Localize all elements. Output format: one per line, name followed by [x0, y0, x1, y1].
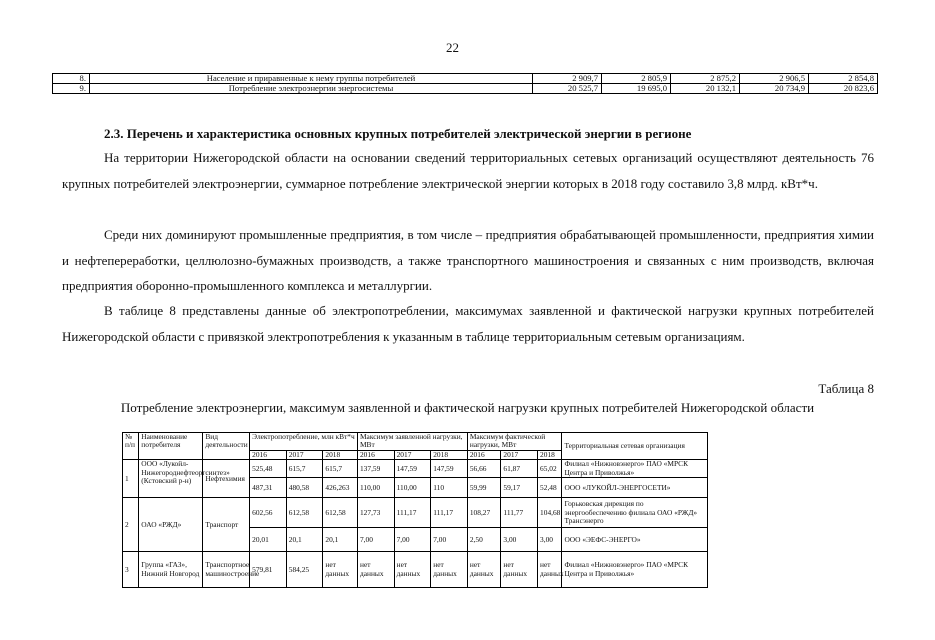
row-index: 9. [53, 84, 90, 94]
cell-value: 615,7 [323, 460, 358, 478]
summary-table [52, 73, 878, 94]
row-num: 1 [123, 460, 139, 498]
cell-value: 612,58 [323, 498, 358, 528]
header-consumption: Электропотребление, млн кВт*ч [250, 433, 358, 451]
cell-value: 584,25 [286, 552, 323, 588]
cell-value: 65,02 [538, 460, 562, 478]
tso-name: Филиал «Нижновэнерго» ПАО «МРСК Центра и Приволжья» [562, 460, 708, 478]
header-tso: Территориальная сетевая организация [562, 433, 708, 460]
header-year: 2017 [501, 450, 538, 459]
row-index: 8. [53, 74, 90, 84]
cell-value: 615,7 [286, 460, 323, 478]
table-header-row [123, 433, 708, 451]
cell-value: нет данных [394, 552, 431, 588]
table-row [123, 498, 708, 528]
cell-value: 525,48 [250, 460, 287, 478]
header-year: 2016 [357, 450, 394, 459]
cell-value: 20 734,9 [740, 84, 809, 94]
consumer-name: ООО «Лукойл-Нижегороднефтеоргсинтез» (Кстовский р-н) [139, 460, 203, 498]
page-number: 22 [446, 40, 459, 55]
header-activity: Вид деятельности [203, 433, 250, 460]
cell-value: 61,87 [501, 460, 538, 478]
consumer-name: ОАО «РЖД» [139, 498, 203, 552]
header-declared-load: Максимум заявленной нагрузки, МВт [357, 433, 467, 451]
cell-value: 104,68 [538, 498, 562, 528]
cell-value: 2 906,5 [740, 74, 809, 84]
table-row [123, 460, 708, 478]
cell-value: нет данных [323, 552, 358, 588]
row-name: Потребление электроэнергии энергосистемы [90, 84, 533, 94]
cell-value: 59,99 [467, 478, 501, 498]
cell-value: нет данных [538, 552, 562, 588]
paragraph: Среди них доминируют промышленные предприятия, в том числе – предприятия обрабатывающей промышленности, предприятия химии и нефтепереработки, целлюлозно-бумажных производств, а также транспортного машиностроения и связанных с ним производств, включая предприятия оборонно-промышленного комплекса и металлургии. [62, 227, 874, 294]
cell-value: 20,1 [323, 528, 358, 552]
header-year: 2018 [323, 450, 358, 459]
cell-value: 137,59 [357, 460, 394, 478]
header-year: 2018 [431, 450, 468, 459]
cell-value: 480,58 [286, 478, 323, 498]
activity: Нефтехимия [203, 460, 250, 498]
cell-value: 110,00 [357, 478, 394, 498]
consumers-table [122, 432, 708, 588]
cell-value: 59,17 [501, 478, 538, 498]
cell-value: 19 695,0 [602, 84, 671, 94]
cell-value: 20 132,1 [671, 84, 740, 94]
cell-value: 127,73 [357, 498, 394, 528]
row-name: Население и приравненные к нему группы потребителей [90, 74, 533, 84]
table-row [53, 74, 878, 84]
cell-value: 426,263 [323, 478, 358, 498]
cell-value: 20,1 [286, 528, 323, 552]
header-year: 2016 [250, 450, 287, 459]
cell-value: 20 823,6 [809, 84, 878, 94]
cell-value: 110,00 [394, 478, 431, 498]
table-row [53, 84, 878, 94]
cell-value: 7,00 [357, 528, 394, 552]
consumer-name: Группа «ГАЗ», Нижний Новгород [139, 552, 203, 588]
cell-value: 147,59 [431, 460, 468, 478]
row-num: 3 [123, 552, 139, 588]
cell-value: 56,66 [467, 460, 501, 478]
table-caption: Потребление электроэнергии, максимум заявленной и фактической нагрузки крупных потребителей Нижегородской области [120, 400, 815, 415]
cell-value: нет данных [431, 552, 468, 588]
tso-name: ООО «ЭЕФС-ЭНЕРГО» [562, 528, 708, 552]
cell-value: 108,27 [467, 498, 501, 528]
table-row [123, 552, 708, 588]
cell-value: 602,56 [250, 498, 287, 528]
tso-name: ООО «ЛУКОЙЛ-ЭНЕРГОСЕТИ» [562, 478, 708, 498]
cell-value: 2 805,9 [602, 74, 671, 84]
cell-value: 111,77 [501, 498, 538, 528]
cell-value: 2 875,2 [671, 74, 740, 84]
cell-value: 3,00 [538, 528, 562, 552]
table-label: Таблица 8 [818, 381, 874, 396]
cell-value: нет данных [467, 552, 501, 588]
cell-value: 111,17 [431, 498, 468, 528]
cell-value: 2,50 [467, 528, 501, 552]
cell-value: 3,00 [501, 528, 538, 552]
cell-value: нет данных [501, 552, 538, 588]
header-year: 2016 [467, 450, 501, 459]
cell-value: 52,48 [538, 478, 562, 498]
tso-name: Филиал «Нижновэнерго» ПАО «МРСК Центра и Приволжья» [562, 552, 708, 588]
cell-value: 579,81 [250, 552, 287, 588]
header-year: 2017 [286, 450, 323, 459]
header-year: 2018 [538, 450, 562, 459]
cell-value: 612,58 [286, 498, 323, 528]
paragraph: На территории Нижегородской области на основании сведений территориальных сетевых организаций осуществляют деятельность 76 крупных потребителей электроэнергии, суммарное потребление электрической энергии которых в 2018 году составило 3,8 млрд. кВт*ч. [62, 150, 874, 191]
cell-value: 147,59 [394, 460, 431, 478]
cell-value: 7,00 [431, 528, 468, 552]
row-num: 2 [123, 498, 139, 552]
cell-value: 2 854,8 [809, 74, 878, 84]
cell-value: 7,00 [394, 528, 431, 552]
activity: Транспорт [203, 498, 250, 552]
cell-value: 111,17 [394, 498, 431, 528]
section-title: 2.3. Перечень и характеристика основных крупных потребителей электрической энергии в регионе [104, 126, 692, 141]
header-year: 2017 [394, 450, 431, 459]
paragraph: В таблице 8 представлены данные об электропотреблении, максимумах заявленной и фактической нагрузки крупных потребителей Нижегородской области с привязкой электропотребления к указанным в таблице территориальным сетевым организациям. [62, 303, 874, 344]
cell-value: 20 525,7 [533, 84, 602, 94]
cell-value: 20,01 [250, 528, 287, 552]
header-actual-load: Максимум фактической нагрузки, МВт [467, 433, 562, 451]
header-num: № п/п [123, 433, 139, 460]
header-consumer: Наименование потребителя [139, 433, 203, 460]
cell-value: 487,31 [250, 478, 287, 498]
tso-name: Горьковская дирекция по энергообеспечению филиала ОАО «РЖД» Трансэнерго [562, 498, 708, 528]
activity: Транспортное машиностроение [203, 552, 250, 588]
cell-value: 2 909,7 [533, 74, 602, 84]
cell-value: нет данных [357, 552, 394, 588]
cell-value: 110 [431, 478, 468, 498]
